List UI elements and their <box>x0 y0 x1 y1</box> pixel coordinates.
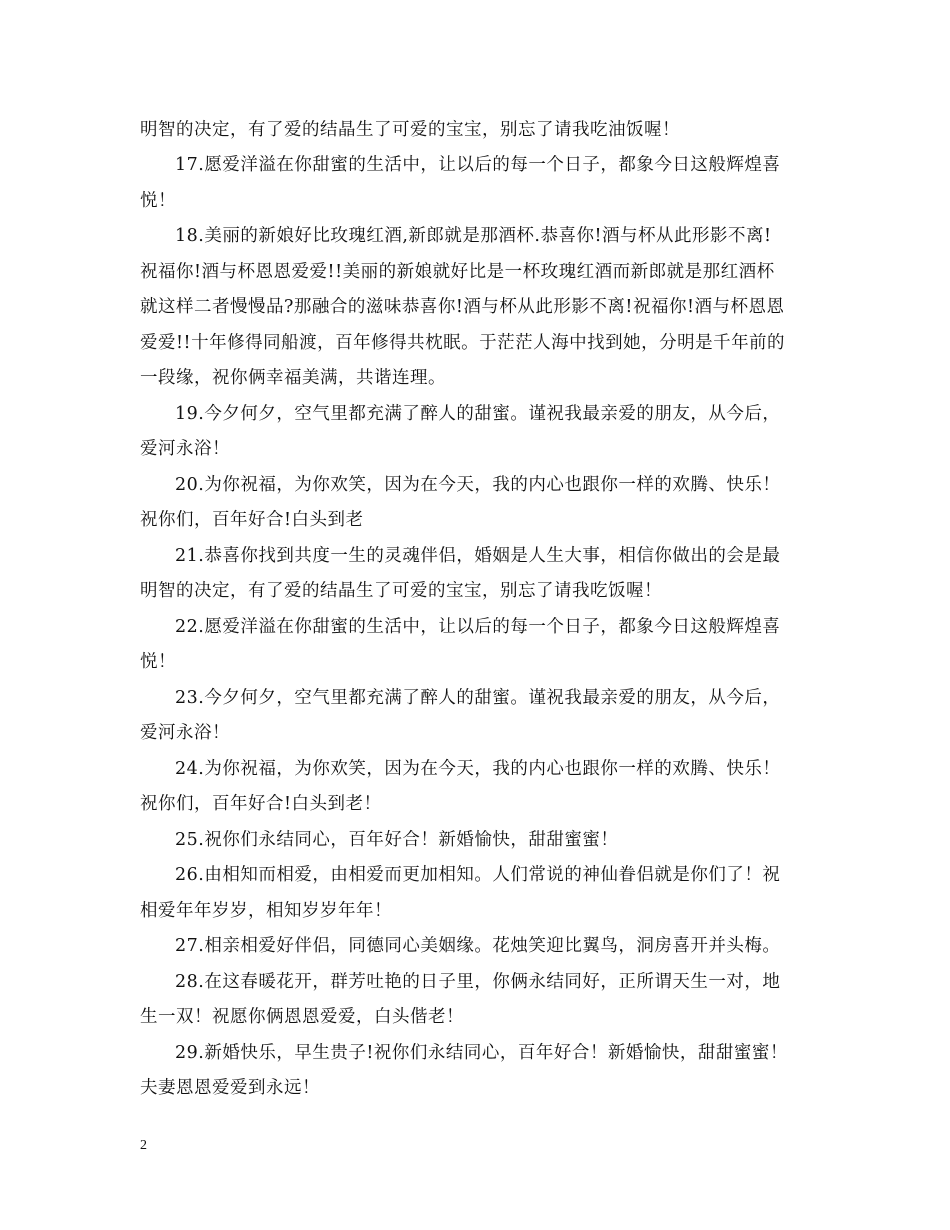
text-line: 悦！ <box>140 652 176 672</box>
text-line: 24.为你祝福，为你欢笑，因为在今天，我的内心也跟你一样的欢腾、快乐！ <box>175 759 781 779</box>
text-line: 生一双！祝愿你俩恩恩爱爱，白头偕老！ <box>140 1007 464 1027</box>
text-line: 21.恭喜你找到共度一生的灵魂伴侣，婚姻是人生大事，相信你做出的会是最 <box>175 546 781 566</box>
text-line: 祝你们，百年好合!白头到老 <box>140 510 364 530</box>
text-line: 19.今夕何夕，空气里都充满了醉人的甜蜜。谨祝我最亲爱的朋友，从今后， <box>175 404 781 424</box>
text-line: 爱河永浴！ <box>140 723 230 743</box>
text-line: 23.今夕何夕，空气里都充满了醉人的甜蜜。谨祝我最亲爱的朋友，从今后， <box>175 688 781 708</box>
text-line: 18.美丽的新娘好比玫瑰红酒,新郎就是那酒杯.恭喜你!酒与杯从此形影不离! <box>175 226 772 246</box>
text-line: 祝福你!酒与杯恩恩爱爱!!美丽的新娘就好比是一杯玫瑰红酒而新郎就是那红酒杯 <box>140 262 775 282</box>
text-line: 祝你们，百年好合!白头到老！ <box>140 794 382 814</box>
text-line: 明智的决定，有了爱的结晶生了可爱的宝宝，别忘了请我吃饭喔！ <box>140 581 662 601</box>
text-line: 17.愿爱洋溢在你甜蜜的生活中，让以后的每一个日子，都象今日这般辉煌喜 <box>175 155 781 175</box>
text-line: 悦！ <box>140 191 176 211</box>
text-line: 明智的决定，有了爱的结晶生了可爱的宝宝，别忘了请我吃油饭喔！ <box>140 120 680 140</box>
text-line: 相爱年年岁岁，相知岁岁年年！ <box>140 901 392 921</box>
text-line: 一段缘，祝你俩幸福美满，共谐连理。 <box>140 368 446 388</box>
text-line: 25.祝你们永结同心，百年好合！新婚愉快，甜甜蜜蜜！ <box>175 830 619 850</box>
text-line: 26.由相知而相爱，由相爱而更加相知。人们常说的神仙眷侣就是你们了！祝 <box>175 865 781 885</box>
text-line: 夫妻恩恩爱爱到永远！ <box>140 1078 320 1098</box>
text-line: 22.愿爱洋溢在你甜蜜的生活中，让以后的每一个日子，都象今日这般辉煌喜 <box>175 617 781 637</box>
text-line: 28.在这春暖花开，群芳吐艳的日子里，你俩永结同好，正所谓天生一对，地 <box>175 972 781 992</box>
text-line: 27.相亲相爱好伴侣，同德同心美姻缘。花烛笑迎比翼鸟，洞房喜开并头梅。 <box>175 936 781 956</box>
text-line: 爱爱!!十年修得同船渡，百年修得共枕眠。于茫茫人海中找到她，分明是千年前的 <box>140 333 786 353</box>
text-line: 20.为你祝福，为你欢笑，因为在今天，我的内心也跟你一样的欢腾、快乐！ <box>175 475 781 495</box>
text-line: 就这样二者慢慢品?那融合的滋味恭喜你!酒与杯从此形影不离!祝福你!酒与杯恩恩 <box>140 297 785 317</box>
text-line: 29.新婚快乐，早生贵子!祝你们永结同心，百年好合！新婚愉快，甜甜蜜蜜！ <box>175 1043 788 1063</box>
page-number: 2 <box>140 1138 147 1153</box>
text-line: 爱河永浴！ <box>140 439 230 459</box>
